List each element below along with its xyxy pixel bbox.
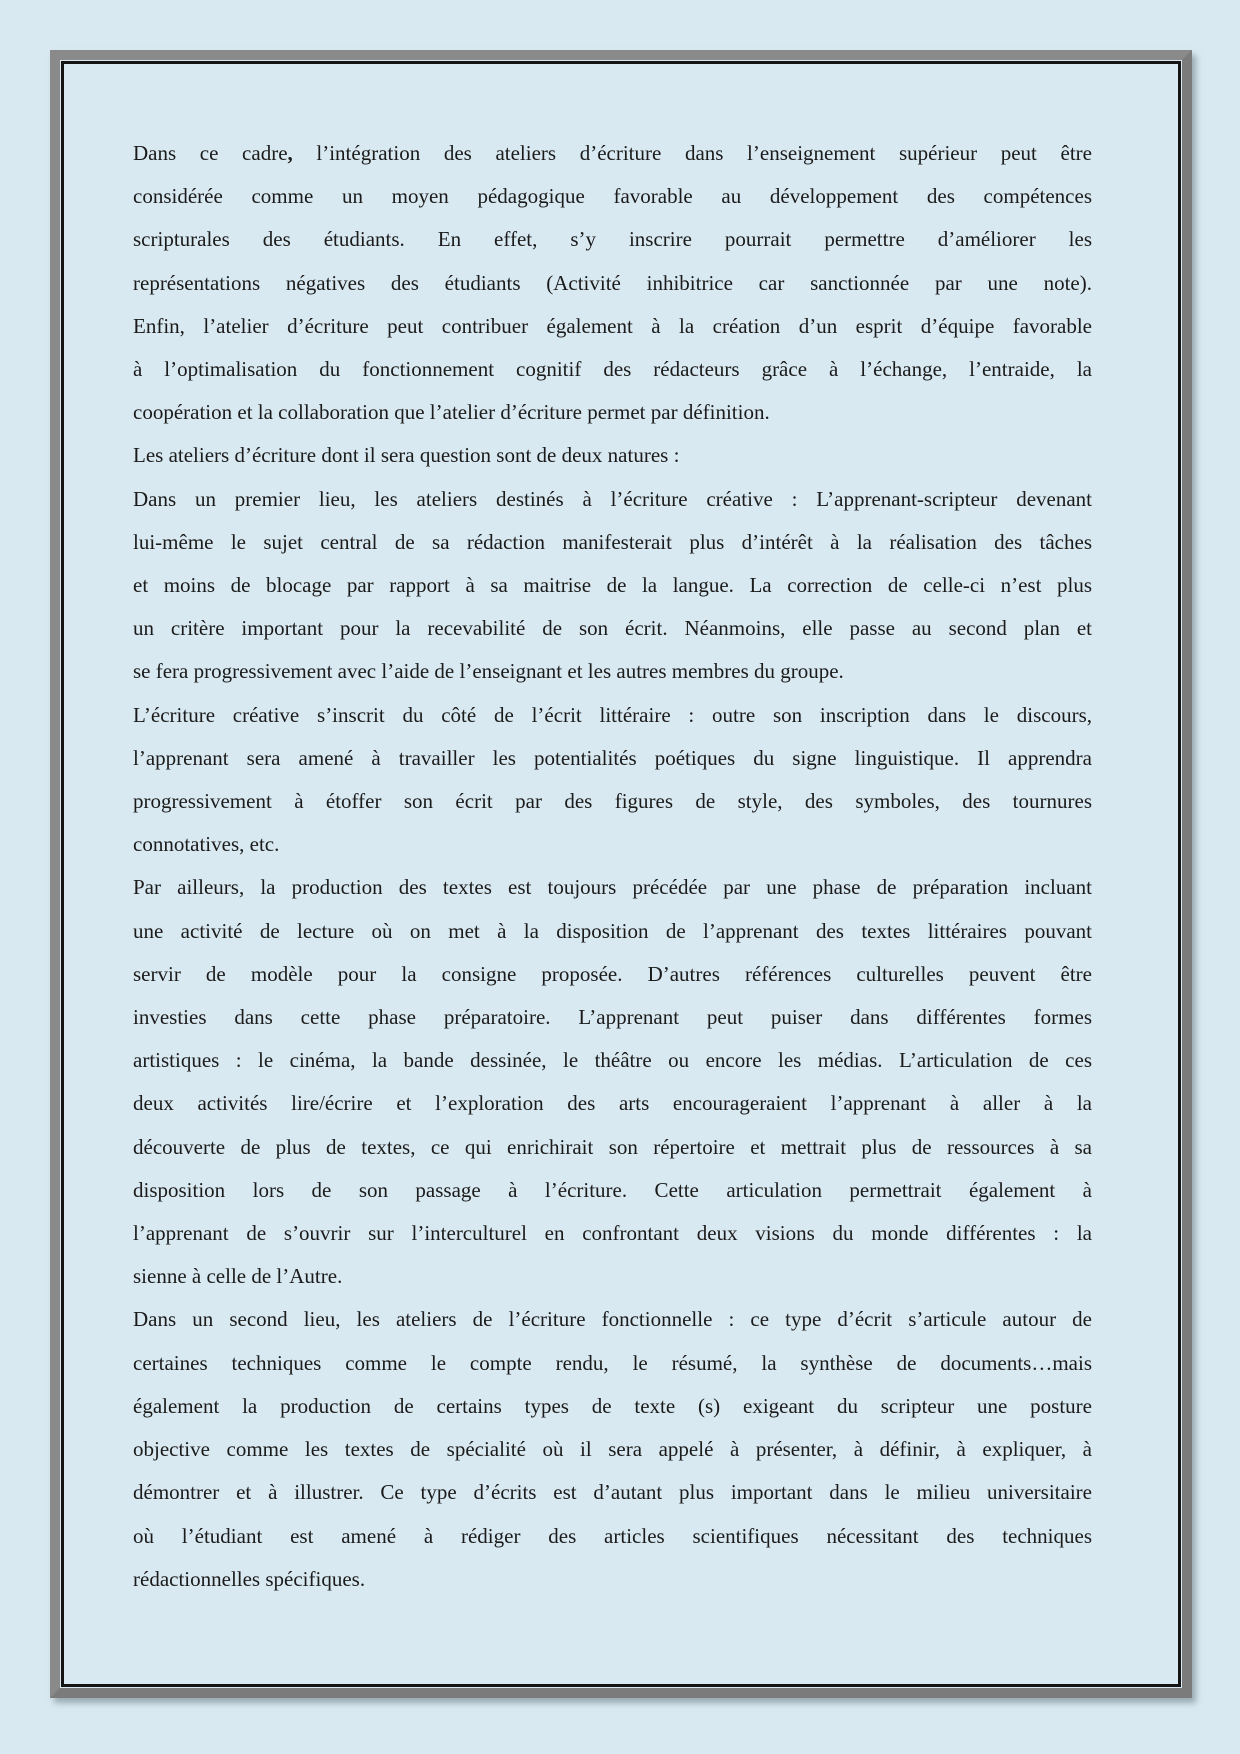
text-line: L’écriture créative s’inscrit du côté de l’écrit littéraire : outre son inscription dans le discours, xyxy=(133,702,1092,727)
paragraph-intro xyxy=(133,132,1092,434)
text-line: et moins de blocage par rapport à sa maitrise de la langue. La correction de celle-ci n’est plus xyxy=(133,573,1092,598)
paragraph-par-ailleurs xyxy=(133,866,1092,1298)
text-line: Les ateliers d’écriture dont il sera question sont de deux natures : xyxy=(133,443,680,468)
text-line: rédactionnelles spécifiques. xyxy=(133,1566,366,1591)
text-line: un critère important pour la recevabilité de son écrit. Néanmoins, elle passe au second plan et xyxy=(133,616,1092,641)
bold-comma: , xyxy=(287,141,293,165)
text-line: représentations négatives des étudiants (Activité inhibitrice car sanctionnée par une note). xyxy=(133,270,1092,295)
paragraph-premier-lieu xyxy=(133,478,1092,694)
text-line: à l’optimalisation du fonctionnement cognitif des rédacteurs grâce à l’échange, l’entraide, la xyxy=(133,357,1092,382)
text-line: connotatives, etc. xyxy=(133,832,280,857)
line-fragment: Dans ce cadre xyxy=(133,141,288,165)
text-line: sienne à celle de l’Autre. xyxy=(133,1264,343,1289)
text-line: où l’étudiant est amené à rédiger des articles scientifiques nécessitant des techniques xyxy=(133,1523,1092,1548)
text-line: Par ailleurs, la production des textes est toujours précédée par une phase de préparation incluant xyxy=(133,875,1092,900)
text-line xyxy=(133,132,1092,175)
text-line: servir de modèle pour la consigne proposée. D’autres références culturelles peuvent être xyxy=(133,961,1092,986)
text-line: une activité de lecture où on met à la disposition de l’apprenant des textes littéraires pouvant xyxy=(133,918,1092,943)
text-line: considérée comme un moyen pédagogique favorable au développement des compétences xyxy=(133,184,1092,209)
text-line: lui-même le sujet central de sa rédaction manifesterait plus d’intérêt à la réalisation des tâches xyxy=(133,529,1092,554)
text-line: se fera progressivement avec l’aide de l’enseignant et les autres membres du groupe. xyxy=(133,659,844,684)
paragraph-second-lieu xyxy=(133,1298,1092,1600)
frame-inner-border xyxy=(61,61,1181,1687)
text-line: Dans un second lieu, les ateliers de l’écriture fonctionnelle : ce type d’écrit s’articule autour de xyxy=(133,1307,1092,1332)
text-line: objective comme les textes de spécialité où il sera appelé à présenter, à définir, à expliquer, à xyxy=(133,1437,1092,1462)
text-line: découverte de plus de textes, ce qui enrichirait son répertoire et mettrait plus de ressources à sa xyxy=(133,1134,1092,1159)
text-line: artistiques : le cinéma, la bande dessinée, le théâtre ou encore les médias. L’articulation de ces xyxy=(133,1048,1092,1073)
text-line: certaines techniques comme le compte rendu, le résumé, la synthèse de documents…mais xyxy=(133,1350,1092,1375)
text-line: investies dans cette phase préparatoire. L’apprenant peut puiser dans différentes formes xyxy=(133,1005,1092,1030)
document-frame xyxy=(50,50,1192,1698)
text-line: Dans un premier lieu, les ateliers destinés à l’écriture créative : L’apprenant-scripteur devenant xyxy=(133,486,1092,511)
text-line: l’apprenant de s’ouvrir sur l’interculturel en confrontant deux visions du monde différentes : la xyxy=(133,1221,1092,1246)
text-line: Enfin, l’atelier d’écriture peut contribuer également à la création d’un esprit d’équipe favorable xyxy=(133,313,1092,338)
paragraph-ecriture-creative xyxy=(133,694,1092,867)
text-line: scripturales des étudiants. En effet, s’y inscrire pourrait permettre d’améliorer les xyxy=(133,227,1092,252)
text-line: également la production de certains types de texte (s) exigeant du scripteur une posture xyxy=(133,1393,1092,1418)
text-line: disposition lors de son passage à l’écriture. Cette articulation permettrait également à xyxy=(133,1177,1092,1202)
document-body xyxy=(64,64,1178,1684)
text-line: progressivement à étoffer son écrit par des figures de style, des symboles, des tournures xyxy=(133,789,1092,814)
text-line: démontrer et à illustrer. Ce type d’écrits est d’autant plus important dans le milieu universitaire xyxy=(133,1480,1092,1505)
text-line: coopération et la collaboration que l’atelier d’écriture permet par définition. xyxy=(133,400,770,425)
text-line: l’apprenant sera amené à travailler les potentialités poétiques du signe linguistique. Il apprendra xyxy=(133,745,1092,770)
line-fragment: l’intégration des ateliers d’écriture dans l’enseignement supérieur peut être xyxy=(292,141,1092,165)
text-line: deux activités lire/écrire et l’exploration des arts encourageraient l’apprenant à aller à la xyxy=(133,1091,1092,1116)
paragraph-two-natures xyxy=(133,434,1092,477)
